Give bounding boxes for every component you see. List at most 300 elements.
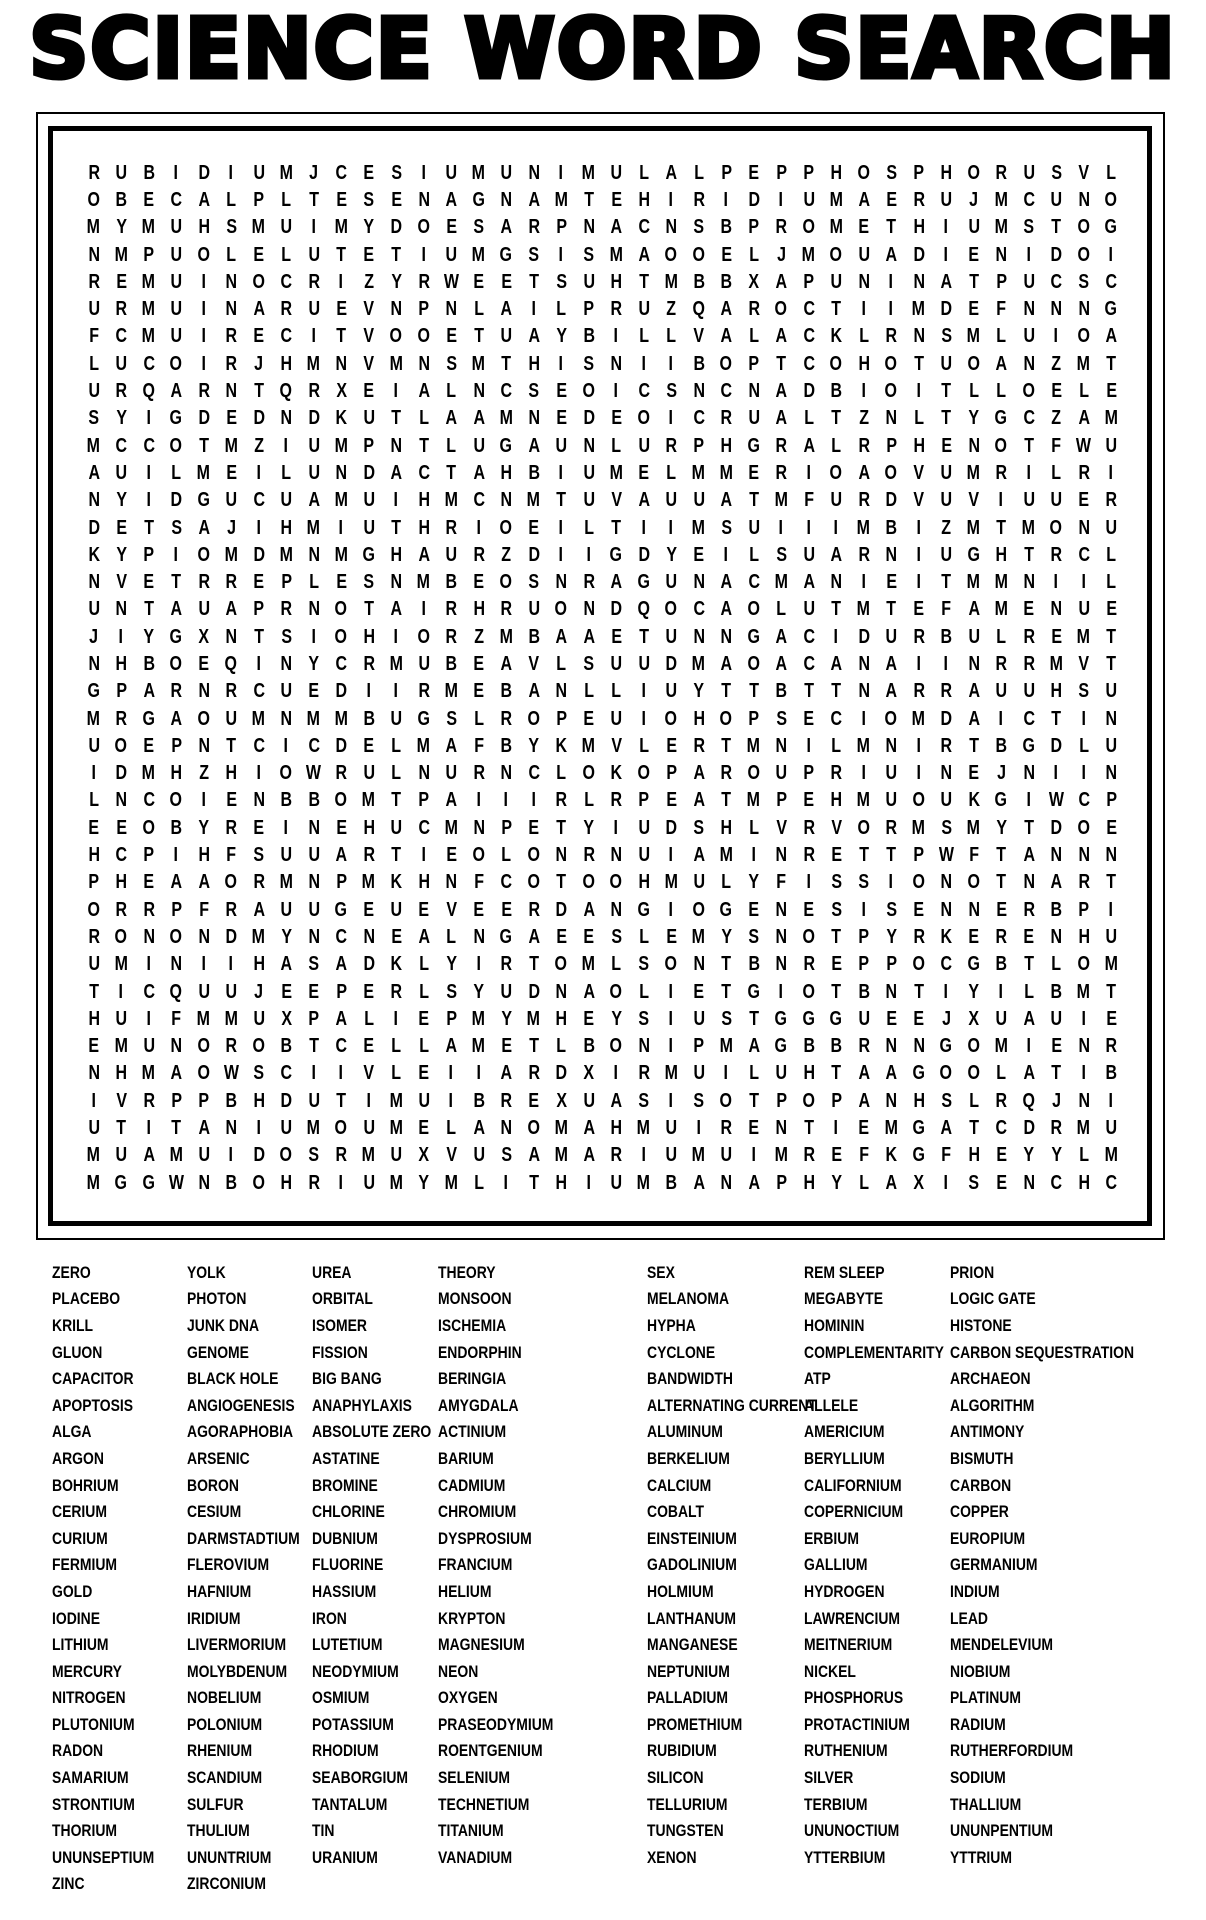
grid-letter: Y bbox=[198, 816, 210, 839]
word-item: HYPHA bbox=[647, 1315, 696, 1335]
grid-letter: M bbox=[829, 216, 843, 239]
grid-letter: I bbox=[1026, 789, 1031, 812]
word-item: ALTERNATING CURRENT bbox=[647, 1395, 817, 1415]
grid-letter: I bbox=[834, 1117, 839, 1140]
grid-letter: E bbox=[115, 270, 127, 293]
word-item: UNUNSEPTIUM bbox=[52, 1847, 155, 1867]
grid-letter: I bbox=[614, 816, 619, 839]
grid-letter: M bbox=[279, 161, 293, 184]
grid-letter: A bbox=[885, 1171, 898, 1194]
grid-letter: B bbox=[940, 625, 953, 648]
grid-letter: H bbox=[637, 871, 650, 894]
grid-letter: Y bbox=[445, 953, 457, 976]
grid-letter: H bbox=[527, 352, 540, 375]
grid-letter: D bbox=[197, 161, 210, 184]
grid-letter: P bbox=[1105, 789, 1117, 812]
grid-letter: T bbox=[831, 298, 842, 321]
grid-letter: L bbox=[611, 434, 622, 457]
grid-letter: H bbox=[940, 161, 953, 184]
grid-letter: Y bbox=[390, 270, 402, 293]
grid-letter: L bbox=[858, 1171, 869, 1194]
grid-letter: A bbox=[527, 1144, 540, 1167]
grid-letter: X bbox=[555, 1089, 567, 1112]
grid-letter: O bbox=[527, 844, 540, 867]
grid-letter: C bbox=[115, 325, 128, 348]
word-item: BROMINE bbox=[312, 1475, 378, 1495]
grid-letter: U bbox=[582, 461, 595, 484]
grid-letter: O bbox=[170, 352, 183, 375]
grid-letter: I bbox=[256, 762, 261, 785]
grid-letter: N bbox=[500, 489, 513, 512]
word-item: SODIUM bbox=[950, 1768, 1006, 1788]
grid-letter: U bbox=[170, 270, 183, 293]
grid-letter: R bbox=[362, 652, 375, 675]
grid-letter: N bbox=[582, 216, 595, 239]
grid-letter: N bbox=[912, 325, 925, 348]
grid-letter: D bbox=[307, 407, 320, 430]
grid-letter: N bbox=[307, 543, 320, 566]
grid-letter: R bbox=[1077, 461, 1090, 484]
grid-letter: U bbox=[390, 1144, 403, 1167]
grid-letter: Y bbox=[720, 925, 732, 948]
grid-letter: N bbox=[390, 571, 403, 594]
grid-letter: M bbox=[472, 352, 486, 375]
grid-letter: A bbox=[170, 871, 183, 894]
grid-letter: M bbox=[142, 762, 156, 785]
grid-letter: T bbox=[996, 844, 1007, 867]
grid-letter: B bbox=[280, 789, 293, 812]
word-item: ASTATINE bbox=[312, 1448, 380, 1468]
grid-letter: C bbox=[637, 380, 650, 403]
grid-letter: A bbox=[1077, 407, 1090, 430]
grid-letter: G bbox=[995, 407, 1008, 430]
grid-letter: M bbox=[307, 707, 321, 730]
grid-letter: E bbox=[913, 598, 925, 621]
grid-letter: M bbox=[389, 352, 403, 375]
word-item: DUBNIUM bbox=[312, 1528, 378, 1548]
grid-letter: Y bbox=[115, 407, 127, 430]
grid-letter: K bbox=[830, 325, 843, 348]
grid-letter: C bbox=[527, 762, 540, 785]
grid-letter: E bbox=[335, 571, 347, 594]
grid-letter: T bbox=[721, 953, 732, 976]
grid-letter: M bbox=[664, 270, 678, 293]
grid-letter: O bbox=[1077, 325, 1090, 348]
grid-letter: T bbox=[391, 789, 402, 812]
grid-letter: L bbox=[556, 762, 567, 785]
grid-letter: M bbox=[802, 243, 816, 266]
grid-letter: H bbox=[87, 1007, 100, 1030]
grid-letter: I bbox=[256, 1117, 261, 1140]
grid-letter: U bbox=[280, 680, 293, 703]
word-item: CYCLONE bbox=[647, 1342, 716, 1362]
word-item: RUTHERFORDIUM bbox=[950, 1741, 1074, 1761]
grid-letter: O bbox=[692, 243, 705, 266]
grid-letter: I bbox=[1109, 898, 1114, 921]
grid-letter: V bbox=[610, 489, 622, 512]
grid-letter: M bbox=[1077, 1117, 1091, 1140]
grid-letter: R bbox=[802, 1144, 815, 1167]
grid-letter: E bbox=[748, 898, 760, 921]
grid-letter: A bbox=[445, 789, 458, 812]
grid-letter: O bbox=[802, 980, 815, 1003]
grid-letter: A bbox=[1050, 871, 1063, 894]
grid-letter: B bbox=[720, 270, 733, 293]
grid-letter: C bbox=[307, 734, 320, 757]
grid-letter: M bbox=[197, 1007, 211, 1030]
grid-letter: E bbox=[500, 898, 512, 921]
word-item: SELENIUM bbox=[438, 1768, 511, 1788]
grid-letter: O bbox=[637, 407, 650, 430]
word-item: IODINE bbox=[52, 1608, 101, 1628]
grid-letter: I bbox=[916, 571, 921, 594]
grid-letter: M bbox=[994, 571, 1008, 594]
grid-letter: U bbox=[610, 1171, 623, 1194]
grid-letter: M bbox=[499, 407, 513, 430]
grid-letter: O bbox=[885, 380, 898, 403]
grid-letter: L bbox=[996, 325, 1007, 348]
grid-letter: E bbox=[418, 1062, 430, 1085]
grid-letter: E bbox=[803, 898, 815, 921]
word-item: OXYGEN bbox=[438, 1688, 498, 1708]
word-item: RADON bbox=[52, 1741, 104, 1761]
grid-letter: T bbox=[996, 871, 1007, 894]
grid-letter: P bbox=[638, 789, 650, 812]
word-item: GALLIUM bbox=[804, 1555, 868, 1575]
grid-letter: R bbox=[225, 816, 238, 839]
grid-letter: D bbox=[582, 407, 595, 430]
grid-letter: H bbox=[197, 216, 210, 239]
word-item: ISOMER bbox=[312, 1315, 367, 1335]
grid-letter: V bbox=[1078, 652, 1090, 675]
grid-letter: F bbox=[968, 844, 979, 867]
word-item: IRIDIUM bbox=[187, 1608, 241, 1628]
grid-letter: C bbox=[802, 298, 815, 321]
grid-letter: I bbox=[201, 789, 206, 812]
word-item: RHODIUM bbox=[312, 1741, 379, 1761]
grid-letter: I bbox=[669, 516, 674, 539]
grid-letter: T bbox=[721, 734, 732, 757]
grid-letter: F bbox=[803, 489, 814, 512]
grid-letter: B bbox=[527, 625, 540, 648]
word-item: MEGABYTE bbox=[804, 1289, 884, 1309]
grid-letter: U bbox=[472, 434, 485, 457]
grid-letter: I bbox=[889, 871, 894, 894]
grid-letter: I bbox=[861, 707, 866, 730]
grid-letter: A bbox=[527, 925, 540, 948]
grid-letter: N bbox=[1050, 925, 1063, 948]
word-item: BERYLLIUM bbox=[804, 1448, 885, 1468]
grid-letter: O bbox=[335, 625, 348, 648]
grid-letter: P bbox=[995, 270, 1007, 293]
grid-letter: G bbox=[610, 543, 623, 566]
grid-letter: M bbox=[444, 816, 458, 839]
grid-letter: A bbox=[830, 652, 843, 675]
grid-letter: N bbox=[1077, 298, 1090, 321]
grid-letter: L bbox=[226, 243, 237, 266]
grid-letter: P bbox=[665, 762, 677, 785]
grid-letter: I bbox=[641, 516, 646, 539]
grid-letter: N bbox=[940, 762, 953, 785]
grid-letter: A bbox=[527, 188, 540, 211]
word-item: MOLYBDENUM bbox=[187, 1661, 288, 1681]
word-item: PHOTON bbox=[187, 1289, 247, 1309]
grid-letter: M bbox=[994, 188, 1008, 211]
word-item: NICKEL bbox=[804, 1661, 856, 1681]
grid-letter: F bbox=[941, 598, 952, 621]
grid-letter: J bbox=[89, 625, 99, 648]
grid-letter: G bbox=[170, 625, 183, 648]
grid-letter: I bbox=[641, 680, 646, 703]
grid-letter: B bbox=[307, 789, 320, 812]
grid-letter: U bbox=[280, 216, 293, 239]
grid-letter: T bbox=[116, 1117, 127, 1140]
grid-letter: O bbox=[967, 1035, 980, 1058]
word-item: CHROMIUM bbox=[438, 1502, 517, 1522]
grid-letter: A bbox=[995, 352, 1008, 375]
grid-letter: T bbox=[528, 1171, 539, 1194]
grid-letter: C bbox=[335, 161, 348, 184]
grid-letter: I bbox=[999, 980, 1004, 1003]
grid-letter: M bbox=[1049, 652, 1063, 675]
grid-letter: L bbox=[996, 380, 1007, 403]
grid-letter: M bbox=[224, 1007, 238, 1030]
grid-letter: U bbox=[582, 270, 595, 293]
grid-letter: S bbox=[693, 216, 705, 239]
word-item: ANAPHYLAXIS bbox=[312, 1395, 412, 1415]
grid-letter: O bbox=[967, 1062, 980, 1085]
grid-letter: M bbox=[719, 461, 733, 484]
grid-letter: E bbox=[583, 925, 595, 948]
word-item: CURIUM bbox=[52, 1528, 108, 1548]
grid-letter: N bbox=[967, 898, 980, 921]
grid-letter: T bbox=[721, 680, 732, 703]
grid-letter: E bbox=[308, 680, 320, 703]
grid-letter: U bbox=[637, 816, 650, 839]
word-item: UNUNPENTIUM bbox=[950, 1821, 1053, 1841]
grid-letter: M bbox=[994, 216, 1008, 239]
grid-letter: M bbox=[334, 216, 348, 239]
grid-letter: U bbox=[940, 543, 953, 566]
grid-letter: E bbox=[1105, 1007, 1117, 1030]
grid-letter: P bbox=[775, 789, 787, 812]
grid-letter: I bbox=[146, 407, 151, 430]
grid-letter: S bbox=[253, 844, 265, 867]
word-item: LANTHANUM bbox=[647, 1608, 737, 1628]
word-item: URANIUM bbox=[312, 1847, 378, 1867]
grid-letter: I bbox=[669, 188, 674, 211]
grid-letter: I bbox=[916, 516, 921, 539]
grid-letter: A bbox=[445, 188, 458, 211]
grid-letter: U bbox=[170, 243, 183, 266]
word-item: RUBIDIUM bbox=[647, 1741, 717, 1761]
grid-letter: R bbox=[1050, 543, 1063, 566]
grid-letter: L bbox=[831, 434, 842, 457]
grid-letter: P bbox=[803, 270, 815, 293]
grid-letter: T bbox=[1023, 434, 1034, 457]
grid-letter: L bbox=[418, 407, 429, 430]
grid-letter: I bbox=[861, 380, 866, 403]
grid-letter: M bbox=[1104, 953, 1118, 976]
grid-letter: A bbox=[170, 598, 183, 621]
grid-letter: R bbox=[280, 598, 293, 621]
grid-letter: M bbox=[444, 1171, 458, 1194]
grid-letter: O bbox=[417, 625, 430, 648]
grid-letter: A bbox=[500, 298, 513, 321]
grid-letter: T bbox=[941, 380, 952, 403]
grid-letter: N bbox=[857, 652, 870, 675]
word-item: NEODYMIUM bbox=[312, 1661, 399, 1681]
grid-letter: N bbox=[170, 953, 183, 976]
grid-letter: I bbox=[284, 816, 289, 839]
word-item: ALUMINUM bbox=[647, 1422, 723, 1442]
word-item: LIVERMORIUM bbox=[187, 1635, 287, 1655]
grid-letter: D bbox=[857, 625, 870, 648]
grid-letter: B bbox=[692, 270, 705, 293]
grid-letter: L bbox=[1023, 980, 1034, 1003]
grid-letter: E bbox=[940, 434, 952, 457]
grid-letter: Z bbox=[666, 298, 677, 321]
grid-letter: U bbox=[747, 407, 760, 430]
grid-letter: N bbox=[115, 598, 128, 621]
grid-letter: T bbox=[336, 1089, 347, 1112]
grid-letter: D bbox=[197, 407, 210, 430]
grid-letter: R bbox=[802, 953, 815, 976]
grid-letter: P bbox=[363, 434, 375, 457]
grid-letter: A bbox=[857, 188, 870, 211]
grid-letter: U bbox=[280, 489, 293, 512]
word-item: KRYPTON bbox=[438, 1608, 506, 1628]
grid-letter: C bbox=[802, 652, 815, 675]
grid-letter: C bbox=[1050, 1171, 1063, 1194]
grid-letter: U bbox=[1105, 516, 1118, 539]
grid-letter: T bbox=[556, 816, 567, 839]
word-item: FLUORINE bbox=[312, 1555, 384, 1575]
grid-letter: L bbox=[968, 380, 979, 403]
word-item: CALIFORNIUM bbox=[804, 1475, 902, 1495]
grid-letter: I bbox=[146, 1117, 151, 1140]
grid-letter: N bbox=[335, 352, 348, 375]
grid-letter: E bbox=[418, 1117, 430, 1140]
grid-letter: N bbox=[417, 188, 430, 211]
grid-letter: O bbox=[830, 461, 843, 484]
grid-letter: D bbox=[610, 598, 623, 621]
word-item: PLUTONIUM bbox=[52, 1714, 135, 1734]
grid-letter: S bbox=[1023, 216, 1035, 239]
grid-letter: R bbox=[912, 925, 925, 948]
grid-letter: I bbox=[641, 1144, 646, 1167]
grid-letter: M bbox=[692, 516, 706, 539]
grid-letter: A bbox=[445, 734, 458, 757]
grid-letter: C bbox=[1022, 407, 1035, 430]
grid-letter: O bbox=[912, 953, 925, 976]
grid-letter: D bbox=[335, 734, 348, 757]
grid-letter: H bbox=[472, 598, 485, 621]
grid-letter: O bbox=[252, 1035, 265, 1058]
grid-letter: O bbox=[87, 188, 100, 211]
grid-letter: O bbox=[115, 925, 128, 948]
grid-letter: I bbox=[1081, 571, 1086, 594]
word-item: ZIRCONIUM bbox=[187, 1874, 266, 1894]
grid-letter: T bbox=[611, 516, 622, 539]
grid-letter: P bbox=[143, 844, 155, 867]
grid-letter: S bbox=[445, 980, 457, 1003]
grid-letter: P bbox=[335, 871, 347, 894]
grid-letter: A bbox=[555, 625, 568, 648]
grid-letter: T bbox=[1106, 652, 1117, 675]
grid-letter: D bbox=[527, 980, 540, 1003]
grid-letter: U bbox=[197, 980, 210, 1003]
grid-letter: G bbox=[500, 925, 513, 948]
grid-letter: L bbox=[473, 298, 484, 321]
grid-letter: S bbox=[473, 216, 485, 239]
grid-letter: M bbox=[609, 461, 623, 484]
grid-letter: A bbox=[1022, 1007, 1035, 1030]
grid-letter: R bbox=[555, 789, 568, 812]
grid-letter: R bbox=[390, 980, 403, 1003]
grid-letter: Y bbox=[995, 816, 1007, 839]
grid-letter: F bbox=[473, 871, 484, 894]
grid-letter: I bbox=[806, 516, 811, 539]
grid-letter: I bbox=[504, 1171, 509, 1194]
grid-letter: G bbox=[747, 625, 760, 648]
grid-letter: E bbox=[968, 762, 980, 785]
grid-letter: J bbox=[309, 161, 319, 184]
grid-letter: N bbox=[885, 1089, 898, 1112]
grid-letter: O bbox=[747, 762, 760, 785]
grid-letter: H bbox=[362, 816, 375, 839]
grid-letter: C bbox=[417, 461, 430, 484]
grid-letter: V bbox=[445, 898, 457, 921]
grid-letter: P bbox=[775, 1171, 787, 1194]
grid-letter: U bbox=[115, 1144, 128, 1167]
grid-letter: T bbox=[446, 461, 457, 484]
grid-letter: O bbox=[1105, 188, 1118, 211]
grid-letter: N bbox=[637, 1035, 650, 1058]
grid-letter: I bbox=[696, 1117, 701, 1140]
grid-letter: E bbox=[528, 516, 540, 539]
grid-letter: D bbox=[335, 680, 348, 703]
grid-letter: R bbox=[582, 571, 595, 594]
grid-letter: R bbox=[142, 1089, 155, 1112]
grid-letter: U bbox=[802, 188, 815, 211]
grid-letter: M bbox=[362, 789, 376, 812]
word-item: ATP bbox=[804, 1369, 831, 1389]
grid-letter: L bbox=[363, 1007, 374, 1030]
grid-letter: T bbox=[1106, 625, 1117, 648]
grid-letter: I bbox=[861, 571, 866, 594]
word-list-column-1 bbox=[52, 1259, 177, 1897]
grid-letter: E bbox=[1050, 625, 1062, 648]
grid-letter: J bbox=[226, 516, 236, 539]
grid-letter: H bbox=[417, 516, 430, 539]
grid-letter: N bbox=[610, 352, 623, 375]
grid-letter: C bbox=[335, 1035, 348, 1058]
grid-letter: C bbox=[692, 598, 705, 621]
grid-letter: N bbox=[1022, 1171, 1035, 1194]
grid-letter: E bbox=[473, 652, 485, 675]
word-item: VANADIUM bbox=[438, 1847, 513, 1867]
grid-letter: L bbox=[1106, 161, 1117, 184]
grid-letter: F bbox=[941, 1144, 952, 1167]
word-item: LEAD bbox=[950, 1608, 988, 1628]
grid-letter: E bbox=[253, 571, 265, 594]
grid-letter: N bbox=[1022, 871, 1035, 894]
grid-letter: S bbox=[583, 352, 595, 375]
grid-letter: O bbox=[87, 898, 100, 921]
grid-letter: C bbox=[747, 571, 760, 594]
grid-letter: S bbox=[390, 161, 402, 184]
